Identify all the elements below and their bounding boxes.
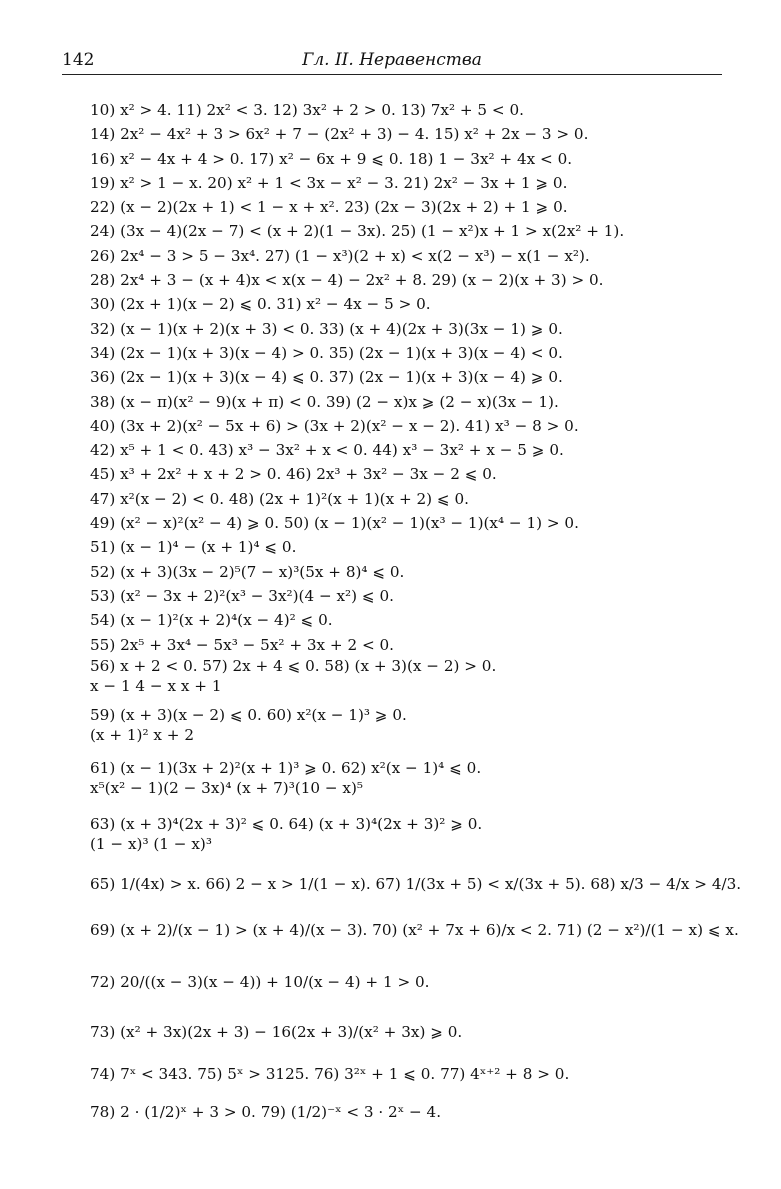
fraction-top: 73) (x² + 3x)(2x + 3) − 16(2x + 3)/(x² + 3x) ⩾ 0.: [90, 1023, 463, 1041]
fraction-bottom: x − 1 4 − x x + 1: [90, 677, 222, 695]
exercise-line: 28) 2x⁴ + 3 − (x + 4)x < x(x − 4) − 2x² + 8. 29) (x − 2)(x + 3) > 0.: [90, 271, 604, 290]
exercise-fraction-line: [90, 705, 720, 745]
page-number: 142: [62, 50, 95, 70]
exercise-fraction-line: [90, 814, 720, 854]
exercise-line: 52) (x + 3)(3x − 2)⁵(7 − x)³(5x + 8)⁴ ⩽ 0.: [90, 562, 405, 581]
fraction-top: 74) 7ˣ < 343. 75) 5ˣ > 3125. 76) 3²ˣ + 1 ⩽ 0. 77) 4ˣ⁺² + 8 > 0.: [90, 1065, 570, 1083]
exercise-line: 24) (3x − 4)(2x − 7) < (x + 2)(1 − 3x). 25) (1 − x²)x + 1 > x(2x² + 1).: [90, 222, 625, 241]
exercise-fraction-line: [90, 1064, 720, 1084]
fraction-bottom: x⁵(x² − 1)(2 − 3x)⁴ (x + 7)³(10 − x)⁵: [90, 779, 363, 797]
exercise-line: 22) (x − 2)(2x + 1) < 1 − x + x². 23) (2x − 3)(2x + 2) + 1 ⩾ 0.: [90, 198, 568, 217]
exercise-line: 54) (x − 1)²(x + 2)⁴(x − 4)² ⩽ 0.: [90, 611, 333, 630]
running-head: Гл. II. Неравенства: [302, 50, 482, 70]
exercise-line: 49) (x² − x)²(x² − 4) ⩾ 0. 50) (x − 1)(x² − 1)(x³ − 1)(x⁴ − 1) > 0.: [90, 514, 579, 533]
exercise-fraction-line: [90, 874, 742, 894]
exercise-line: 26) 2x⁴ − 3 > 5 − 3x⁴. 27) (1 − x³)(2 + x) < x(2 − x³) − x(1 − x²).: [90, 246, 590, 265]
fraction-top: 78) 2 · (1/2)ˣ + 3 > 0. 79) (1/2)⁻ˣ < 3 · 2ˣ − 4.: [90, 1103, 442, 1121]
fraction-top: 61) (x − 1)(3x + 2)²(x + 1)³ ⩾ 0. 62) x²(x − 1)⁴ ⩽ 0.: [90, 759, 482, 777]
exercise-line: 14) 2x² − 4x² + 3 > 6x² + 7 − (2x² + 3) − 4. 15) x² + 2x − 3 > 0.: [90, 125, 589, 144]
exercise-line: 34) (2x − 1)(x + 3)(x − 4) > 0. 35) (2x − 1)(x + 3)(x − 4) < 0.: [90, 343, 563, 362]
exercise-line: 32) (x − 1)(x + 2)(x + 3) < 0. 33) (x + 4)(2x + 3)(3x − 1) ⩾ 0.: [90, 319, 563, 338]
exercise-line: 47) x²(x − 2) < 0. 48) (2x + 1)²(x + 1)(x + 2) ⩽ 0.: [90, 489, 469, 508]
fraction-top: 59) (x + 3)(x − 2) ⩽ 0. 60) x²(x − 1)³ ⩾ 0.: [90, 706, 407, 724]
exercise-line: 42) x⁵ + 1 < 0. 43) x³ − 3x² + x < 0. 44) x³ − 3x² + x − 5 ⩾ 0.: [90, 441, 564, 460]
exercise-fraction-line: [90, 920, 739, 940]
exercise-list: [90, 98, 710, 657]
fraction-bottom: (1 − x)³ (1 − x)³: [90, 835, 212, 853]
fraction-top: 72) 20/((x − 3)(x − 4)) + 10/(x − 4) + 1 > 0.: [90, 973, 430, 991]
exercise-line: 38) (x − π)(x² − 9)(x + π) < 0. 39) (2 − x)x ⩾ (2 − x)(3x − 1).: [90, 392, 559, 411]
exercise-fraction-line: [90, 758, 720, 798]
fraction-top: 56) x + 2 < 0. 57) 2x + 4 ⩽ 0. 58) (x + 3)(x − 2) > 0.: [90, 657, 497, 675]
fraction-top: 65) 1/(4x) > x. 66) 2 − x > 1/(1 − x). 67) 1/(3x + 5) < x/(3x + 5). 68) x/3 − 4/x > 4/3.: [90, 875, 742, 893]
exercise-line: 55) 2x⁵ + 3x⁴ − 5x³ − 5x² + 3x + 2 < 0.: [90, 635, 395, 654]
fraction-top: 63) (x + 3)⁴(2x + 3)² ⩽ 0. 64) (x + 3)⁴(2x + 3)² ⩾ 0.: [90, 815, 483, 833]
page-header: [62, 48, 722, 75]
fraction-top: 69) (x + 2)/(x − 1) > (x + 4)/(x − 3). 70) (x² + 7x + 6)/x < 2. 71) (2 − x²)/(1 − x) ⩽ x.: [90, 921, 739, 939]
exercise-fraction-line: [90, 656, 720, 696]
exercise-line: 10) x² > 4. 11) 2x² < 3. 12) 3x² + 2 > 0. 13) 7x² + 5 < 0.: [90, 101, 524, 119]
exercise-line: 53) (x² − 3x + 2)²(x³ − 3x²)(4 − x²) ⩽ 0.: [90, 586, 394, 605]
exercise-fraction-line: [90, 972, 720, 992]
fraction-bottom: (x + 1)² x + 2: [90, 726, 194, 744]
exercise-line: 19) x² > 1 − x. 20) x² + 1 < 3x − x² − 3. 21) 2x² − 3x + 1 ⩾ 0.: [90, 173, 568, 192]
exercise-line: 36) (2x − 1)(x + 3)(x − 4) ⩽ 0. 37) (2x − 1)(x + 3)(x − 4) ⩾ 0.: [90, 368, 563, 387]
exercise-line: 40) (3x + 2)(x² − 5x + 6) > (3x + 2)(x² − x − 2). 41) x³ − 8 > 0.: [90, 416, 579, 435]
exercise-line: 45) x³ + 2x² + x + 2 > 0. 46) 2x³ + 3x² − 3x − 2 ⩽ 0.: [90, 465, 497, 484]
exercise-line: 51) (x − 1)⁴ − (x + 1)⁴ ⩽ 0.: [90, 538, 297, 557]
exercise-fraction-line: [90, 1022, 720, 1042]
exercise-line: 30) (2x + 1)(x − 2) ⩽ 0. 31) x² − 4x − 5 > 0.: [90, 295, 431, 314]
exercise-fraction-line: [90, 1102, 720, 1122]
exercise-line: 16) x² − 4x + 4 > 0. 17) x² − 6x + 9 ⩽ 0. 18) 1 − 3x² + 4x < 0.: [90, 149, 573, 168]
